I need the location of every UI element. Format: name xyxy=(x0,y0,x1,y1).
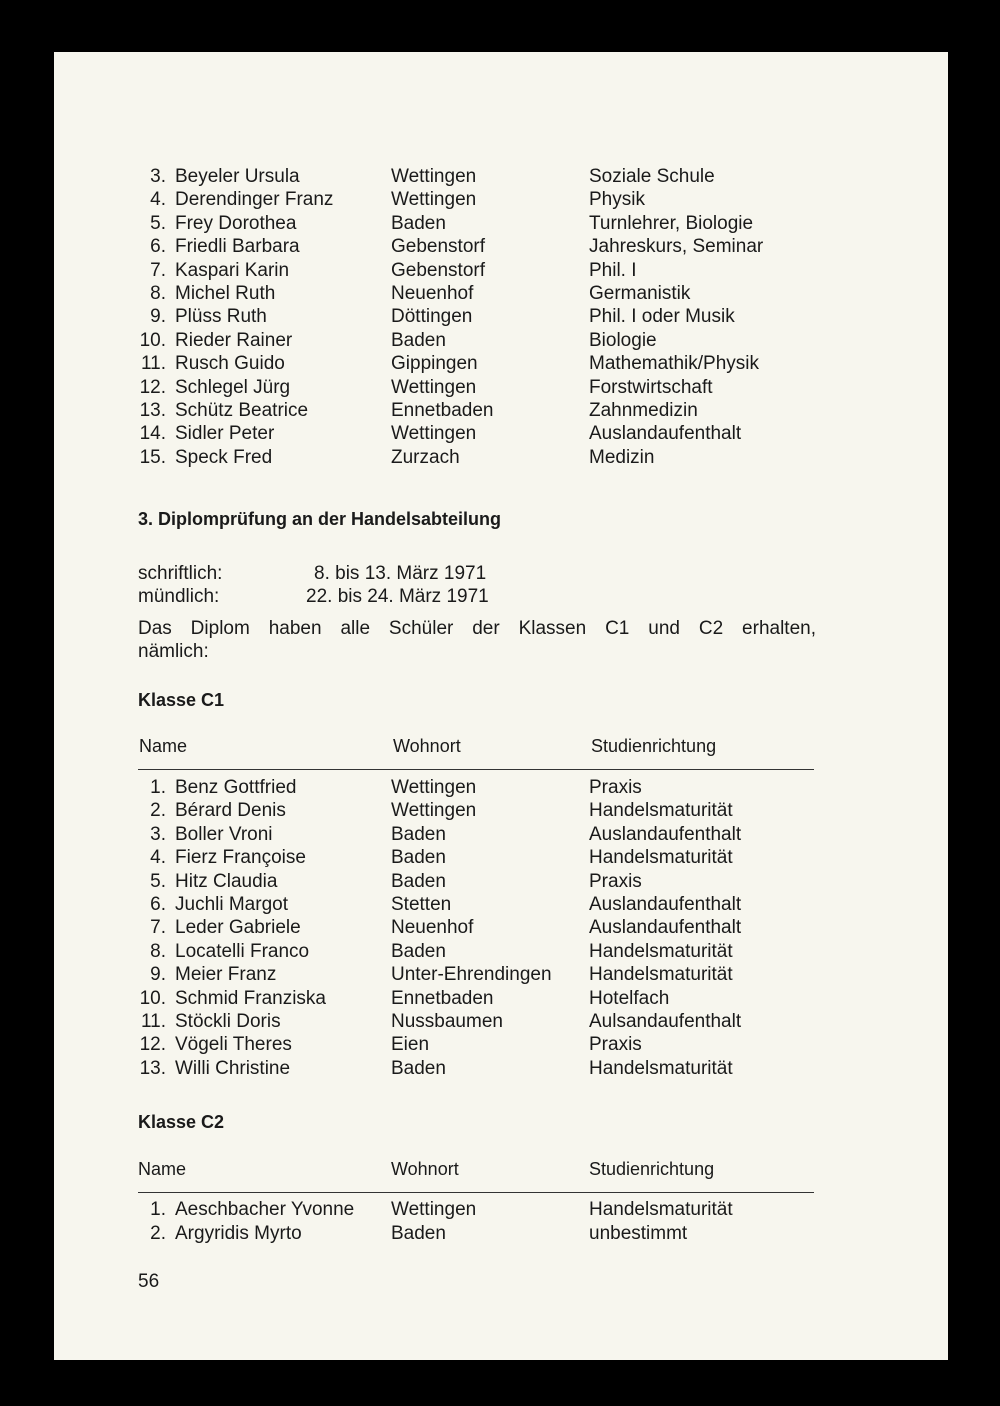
student-name: Sidler Peter xyxy=(175,423,275,445)
student-town: Baden xyxy=(391,940,446,962)
study-direction: Physik xyxy=(589,189,645,211)
study-direction: unbestimmt xyxy=(589,1223,688,1244)
study-direction: Auslandaufenthalt xyxy=(589,917,742,939)
row-number: 10. xyxy=(139,987,166,1009)
row-number: 9. xyxy=(150,964,166,986)
study-direction: Handelsmaturität xyxy=(589,800,733,822)
c1-col-study: Studienrichtung xyxy=(591,736,717,756)
student-town: Wettingen xyxy=(391,376,477,398)
row-number: 6. xyxy=(150,236,166,258)
row-number: 11. xyxy=(140,1011,166,1032)
student-town: Stetten xyxy=(391,894,452,915)
student-name: Frey Dorothea xyxy=(175,212,297,234)
c2-col-name: Name xyxy=(138,1159,187,1179)
exam-oral-label: mündlich: xyxy=(138,586,220,607)
student-name: Leder Gabriele xyxy=(175,917,301,939)
student-town: Gebenstorf xyxy=(391,236,485,258)
student-town: Unter-Ehrendingen xyxy=(391,964,552,986)
row-number: 8. xyxy=(150,283,166,304)
c1-header-rule xyxy=(138,769,814,770)
student-town: Wettingen xyxy=(391,423,477,445)
row-number: 15. xyxy=(139,446,166,468)
c1-col-town: Wohnort xyxy=(393,736,461,756)
row-number: 3. xyxy=(150,823,166,845)
student-name: Fierz Françoise xyxy=(175,847,306,869)
student-name: Kaspari Karin xyxy=(175,259,290,281)
row-number: 13. xyxy=(139,400,166,421)
class-c2-heading: Klasse C2 xyxy=(138,1112,225,1132)
study-direction: Mathemathik/Physik xyxy=(589,353,760,375)
row-number: 12. xyxy=(139,376,166,398)
student-town: Baden xyxy=(391,1223,446,1244)
student-name: Benz Gottfried xyxy=(175,777,297,798)
row-number: 1. xyxy=(150,1199,166,1220)
study-direction: Turnlehrer, Biologie xyxy=(589,212,754,234)
section-heading: 3. Diplomprüfung an der Handelsabteilung xyxy=(138,509,502,529)
student-name: Schlegel Jürg xyxy=(175,376,291,398)
student-town: Zurzach xyxy=(391,446,460,468)
student-town: Wettingen xyxy=(391,1199,477,1220)
row-number: 9. xyxy=(150,306,166,328)
study-direction: Handelsmaturität xyxy=(589,1199,733,1220)
student-name: Stöckli Doris xyxy=(175,1011,281,1032)
study-direction: Zahnmedizin xyxy=(589,400,698,421)
student-town: Baden xyxy=(391,212,446,234)
row-number: 1. xyxy=(150,777,166,798)
study-direction: Germanistik xyxy=(589,283,691,304)
student-name: Michel Ruth xyxy=(175,283,276,304)
student-town: Baden xyxy=(391,329,446,351)
student-town: Wettingen xyxy=(391,166,477,187)
row-number: 7. xyxy=(150,917,166,939)
study-direction: Phil. I xyxy=(589,259,637,281)
student-town: Ennetbaden xyxy=(391,987,494,1009)
row-number: 13. xyxy=(139,1057,166,1079)
study-direction: Handelsmaturität xyxy=(589,940,733,962)
row-number: 12. xyxy=(139,1034,166,1056)
study-direction: Biologie xyxy=(589,329,657,351)
intro-line-1: Das Diplom haben alle Schüler der Klassen C1 und C2 erhalten, xyxy=(138,618,816,639)
student-town: Baden xyxy=(391,823,446,845)
c2-col-study: Studienrichtung xyxy=(589,1159,715,1179)
study-direction: Forstwirtschaft xyxy=(589,376,713,398)
study-direction: Medizin xyxy=(589,446,655,468)
exam-oral-dates: 22. bis 24. März 1971 xyxy=(306,586,489,607)
student-town: Baden xyxy=(391,1057,446,1079)
student-name: Schmid Franziska xyxy=(175,987,326,1009)
student-town: Nussbaumen xyxy=(391,1011,503,1032)
study-direction: Auslandaufenthalt xyxy=(589,423,742,445)
student-name: Vögeli Theres xyxy=(175,1034,292,1056)
student-name: Rieder Rainer xyxy=(175,329,293,351)
student-name: Rusch Guido xyxy=(175,353,285,375)
c2-col-town: Wohnort xyxy=(391,1159,459,1179)
row-number: 6. xyxy=(150,894,166,915)
row-number: 11. xyxy=(140,353,166,375)
student-name: Willi Christine xyxy=(175,1057,291,1079)
row-number: 10. xyxy=(139,329,166,351)
row-number: 4. xyxy=(150,189,166,211)
study-direction: Handelsmaturität xyxy=(589,1057,733,1079)
study-direction: Hotelfach xyxy=(589,987,670,1009)
student-town: Baden xyxy=(391,870,446,892)
study-direction: Phil. I oder Musik xyxy=(589,306,735,328)
student-name: Juchli Margot xyxy=(175,894,288,915)
document-page xyxy=(54,52,948,1360)
row-number: 5. xyxy=(150,870,166,892)
student-name: Plüss Ruth xyxy=(175,306,267,328)
study-direction: Handelsmaturität xyxy=(589,847,733,869)
study-direction: Praxis xyxy=(589,777,642,798)
student-name: Hitz Claudia xyxy=(175,870,278,892)
student-town: Baden xyxy=(391,847,446,869)
student-name: Bérard Denis xyxy=(175,800,286,822)
student-name: Aeschbacher Yvonne xyxy=(175,1199,355,1220)
study-direction: Aulsandaufenthalt xyxy=(589,1011,742,1032)
study-direction: Praxis xyxy=(589,1034,642,1056)
student-name: Speck Fred xyxy=(175,446,273,468)
student-name: Boller Vroni xyxy=(175,823,273,845)
study-direction: Soziale Schule xyxy=(589,166,715,187)
intro-line-2: nämlich: xyxy=(138,641,209,662)
student-name: Meier Franz xyxy=(175,964,277,986)
class-c1-heading: Klasse C1 xyxy=(138,690,225,710)
row-number: 2. xyxy=(150,800,166,822)
exam-written-label: schriftlich: xyxy=(138,563,223,584)
student-name: Derendinger Franz xyxy=(175,189,334,211)
student-town: Ennetbaden xyxy=(391,400,494,421)
student-town: Döttingen xyxy=(391,306,473,328)
student-town: Wettingen xyxy=(391,800,477,822)
study-direction: Auslandaufenthalt xyxy=(589,894,742,915)
study-direction: Auslandaufenthalt xyxy=(589,823,742,845)
c2-header-rule xyxy=(138,1192,814,1193)
study-direction: Praxis xyxy=(589,870,642,892)
study-direction: Handelsmaturität xyxy=(589,964,733,986)
student-name: Locatelli Franco xyxy=(175,940,310,962)
row-number: 5. xyxy=(150,212,166,234)
exam-written-dates: 8. bis 13. März 1971 xyxy=(314,563,487,584)
c1-col-name: Name xyxy=(139,736,188,756)
study-direction: Jahreskurs, Seminar xyxy=(589,236,764,258)
student-town: Eien xyxy=(391,1034,430,1056)
row-number: 14. xyxy=(139,423,166,445)
student-town: Wettingen xyxy=(391,777,477,798)
row-number: 8. xyxy=(150,940,166,962)
row-number: 7. xyxy=(150,259,166,281)
student-name: Argyridis Myrto xyxy=(175,1223,302,1244)
student-town: Neuenhof xyxy=(391,917,474,939)
row-number: 4. xyxy=(150,847,166,869)
row-number: 2. xyxy=(150,1223,166,1244)
row-number: 3. xyxy=(150,166,166,187)
page-number: 56 xyxy=(138,1271,160,1292)
student-name: Beyeler Ursula xyxy=(175,166,300,187)
student-town: Neuenhof xyxy=(391,283,474,304)
student-town: Wettingen xyxy=(391,189,477,211)
student-town: Gebenstorf xyxy=(391,259,485,281)
student-name: Friedli Barbara xyxy=(175,236,300,258)
student-town: Gippingen xyxy=(391,353,478,375)
student-name: Schütz Beatrice xyxy=(175,400,309,421)
